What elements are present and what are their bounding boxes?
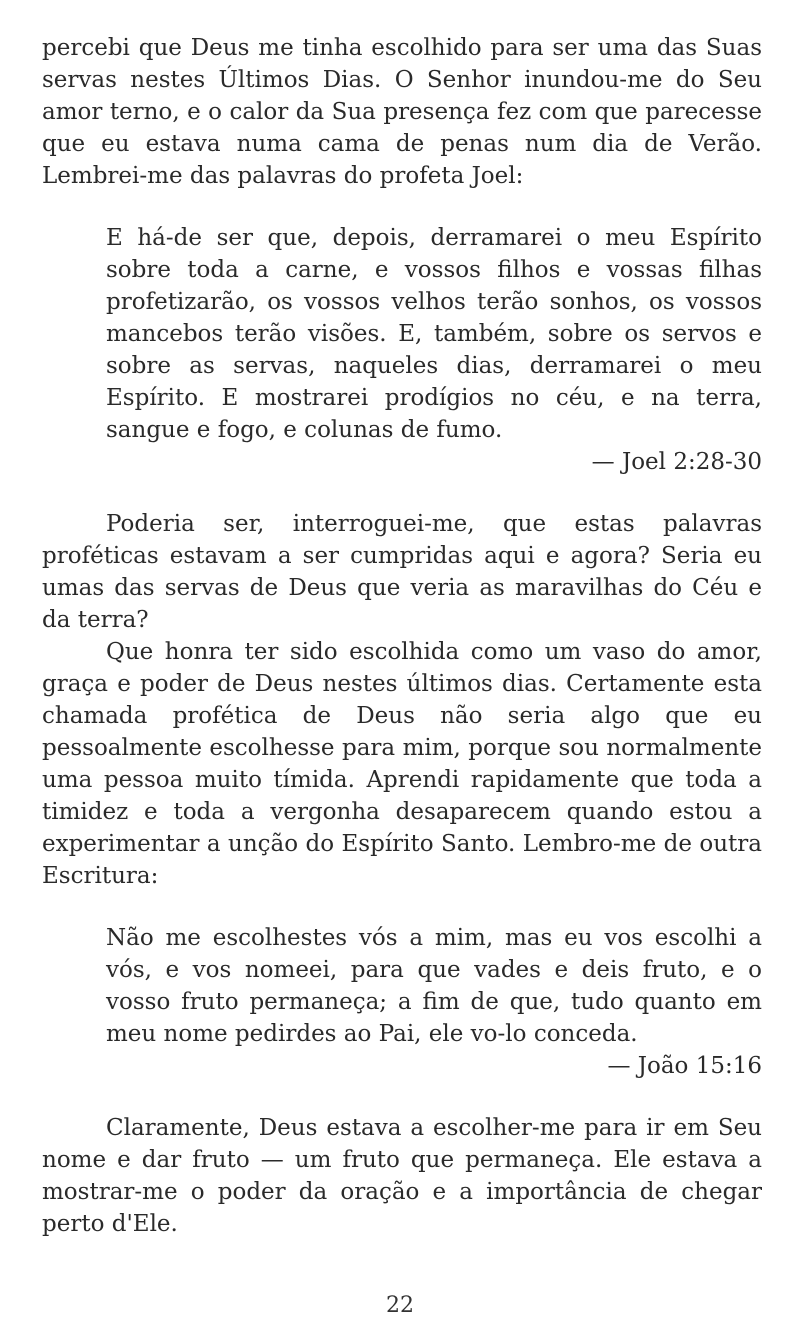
paragraph: Que honra ter sido escolhida como um vaso do amor, graça e poder de Deus nestes últimos dias. Certamente esta chamada profética de Deus não seria algo que eu pessoalmente escolhesse para mim, porque sou normalmente uma pessoa muito tímida. Aprendi rapidamente que toda a timidez e toda a vergonha desaparecem quando estou a experimentar a unção do Espírito Santo. Lembro-me de outra Escritura: — [42, 639, 762, 889]
quote-citation: — João 15:16 — [607, 1053, 762, 1079]
scripture-quote-joao — [106, 922, 762, 1082]
quote-text: Não me escolhestes vós a mim, mas eu vos escolhi a vós, e vos nomeei, para que vades e deis fruto, e o vosso fruto permaneça; a fim de que, tudo quanto em meu nome pedirdes ao Pai, ele vo-lo conceda. — [106, 925, 762, 1047]
scripture-quote-joel — [106, 222, 762, 478]
paragraph: Poderia ser, interroguei-me, que estas palavras proféticas estavam a ser cumpridas aqui e agora? Seria eu umas das servas de Deus que veria as maravilhas do Céu e da terra? — [42, 511, 762, 633]
quote-text: E há-de ser que, depois, derramarei o meu Espírito sobre toda a carne, e vossos filhos e vossas filhas profetizarão, os vossos velhos terão sonhos, os vossos mancebos terão visões. E, também, sobre os servos e sobre as servas, naqueles dias, derramarei o meu Espírito. E mostrarei prodígios no céu, e na terra, sangue e fogo, e colunas de fumo. — [106, 225, 762, 443]
quote-citation: — Joel 2:28-30 — [591, 449, 762, 475]
book-page — [42, 32, 762, 1312]
paragraph: Claramente, Deus estava a escolher-me para ir em Seu nome e dar fruto — um fruto que permaneça. Ele estava a mostrar-me o poder da oração e a importância de chegar perto d'Ele. — [42, 1115, 762, 1237]
page-number: 22 — [386, 1293, 414, 1318]
paragraph-continued: percebi que Deus me tinha escolhido para ser uma das Suas servas nestes Últimos Dias. O Senhor inundou-me do Seu amor terno, e o calor da Sua presença fez com que parecesse que eu estava numa cama de penas num dia de Verão. Lembrei-me das palavras do profeta Joel: — [42, 35, 762, 189]
